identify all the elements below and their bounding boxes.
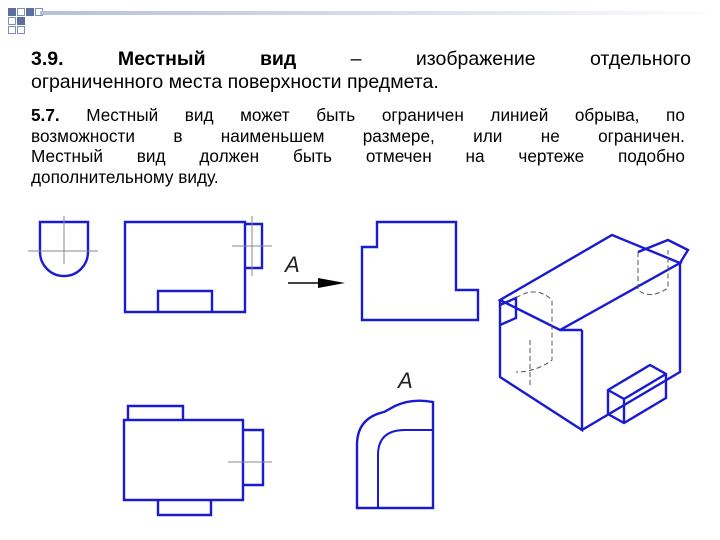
rule-word: возможности bbox=[31, 125, 135, 146]
lower-view-main bbox=[124, 420, 243, 500]
rule-word: линией bbox=[490, 105, 549, 125]
rule-number: 5.7. bbox=[31, 105, 60, 125]
definition-word: изображение bbox=[415, 48, 536, 70]
rule-word: быть bbox=[292, 146, 333, 166]
rule-word: вид bbox=[184, 105, 214, 125]
definition-word: – bbox=[350, 48, 362, 70]
rule-word: ограничен bbox=[381, 105, 464, 125]
rule-word: Местный bbox=[86, 105, 159, 125]
rule-word: не bbox=[540, 125, 560, 146]
rule-word: быть bbox=[316, 105, 356, 125]
lower-view-side-boss bbox=[243, 430, 263, 485]
rule-word: подобно bbox=[618, 146, 685, 166]
rule-word: в bbox=[173, 125, 183, 146]
rule-line-4: дополнительному виду. bbox=[31, 166, 219, 187]
definition-word: отдельного bbox=[590, 48, 691, 70]
local-view-a-lower-inner bbox=[378, 430, 433, 508]
lower-view-top-tab bbox=[128, 406, 183, 420]
rule-word: наименьшем bbox=[220, 125, 325, 146]
iso-right-boss bbox=[638, 240, 688, 263]
rule-word: может bbox=[240, 105, 290, 125]
view-label-bottom: А bbox=[398, 368, 413, 393]
local-view-a bbox=[362, 222, 478, 320]
rule-word: должен bbox=[199, 146, 260, 166]
rule-word: Местный bbox=[31, 146, 103, 166]
rule-word: размере, bbox=[362, 125, 435, 146]
rule-word: на bbox=[465, 146, 485, 166]
view-arrow-icon bbox=[288, 278, 345, 288]
rule-word: чертеже bbox=[518, 146, 585, 166]
front-view-main bbox=[125, 222, 245, 312]
definition-word: вид bbox=[259, 48, 297, 70]
iso-right-face bbox=[560, 263, 680, 430]
lower-view-bottom-tab bbox=[158, 500, 211, 515]
rule-word: отмечен bbox=[365, 146, 432, 166]
definition-number: 3.9. bbox=[31, 48, 64, 70]
rule-word: по bbox=[666, 105, 685, 125]
view-label-top: А bbox=[285, 252, 300, 277]
iso-small-block bbox=[608, 365, 666, 423]
rule-word: вид bbox=[136, 146, 166, 166]
rule-word: обрыва, bbox=[574, 105, 640, 125]
definition-line-2: ограниченного места поверхности предмета. bbox=[31, 71, 439, 93]
rule-word: или bbox=[473, 125, 503, 146]
definition-word: Местный bbox=[117, 48, 206, 70]
iso-top-face bbox=[500, 235, 680, 330]
local-view-a-lower bbox=[357, 401, 433, 508]
rule-word: ограничен. bbox=[598, 125, 685, 146]
front-view-slot bbox=[158, 291, 212, 312]
iso-hidden-cylinder-left bbox=[516, 292, 552, 372]
